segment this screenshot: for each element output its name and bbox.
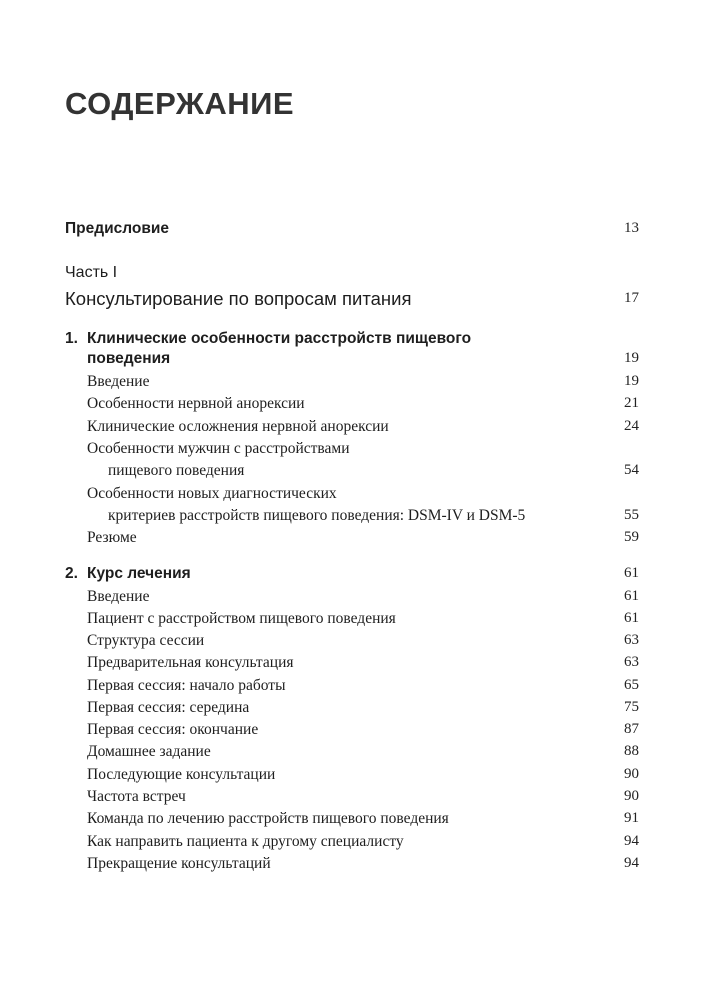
toc-page-number: 19 — [624, 373, 639, 389]
part-label-row — [0, 264, 703, 286]
toc-entry-label: Структура сессии — [87, 632, 205, 649]
toc-page-number: 13 — [624, 220, 639, 236]
toc-entry-label-cont: пищевого поведения — [108, 462, 245, 479]
toc-entry-label: Особенности нервной анорексии — [87, 395, 305, 412]
toc-entry-label: Особенности новых диагностических — [87, 485, 337, 502]
toc-page-number: 61 — [624, 588, 639, 604]
toc-entry-label: Частота встреч — [87, 788, 186, 805]
toc-entry[interactable] — [0, 855, 703, 877]
toc-entry-label: Резюме — [87, 529, 137, 546]
toc-entry-label: Введение — [87, 373, 150, 390]
toc-entry-cont[interactable] — [0, 462, 703, 484]
toc-page-number: 61 — [624, 610, 639, 626]
toc-entry[interactable] — [0, 632, 703, 654]
toc-entry[interactable] — [0, 654, 703, 676]
toc-page-number: 75 — [624, 699, 639, 715]
toc-page-number: 63 — [624, 632, 639, 648]
toc-entry-label: Предварительная консультация — [87, 654, 294, 671]
toc-entry-label: Как направить пациента к другому специалисту — [87, 833, 404, 850]
toc-page-number: 94 — [624, 855, 639, 871]
toc-page-number: 87 — [624, 721, 639, 737]
toc-entry-label: Команда по лечению расстройств пищевого поведения — [87, 810, 449, 827]
chapter-number: 1. — [65, 330, 78, 347]
toc-entry[interactable] — [0, 485, 703, 507]
toc-page-number: 61 — [624, 565, 639, 581]
toc-page-number: 54 — [624, 462, 639, 478]
toc-entry[interactable] — [0, 721, 703, 743]
toc-page-number: 91 — [624, 810, 639, 826]
toc-page-number: 63 — [624, 654, 639, 670]
toc-page-number: 65 — [624, 677, 639, 693]
toc-page-number: 24 — [624, 418, 639, 434]
toc-entry-label: Домашнее задание — [87, 743, 211, 760]
toc-page-number: 21 — [624, 395, 639, 411]
toc-entry-label: Первая сессия: середина — [87, 699, 250, 716]
toc-entry-part[interactable] — [0, 288, 703, 310]
toc-entry[interactable] — [0, 588, 703, 610]
toc-entry-label: Последующие консультации — [87, 766, 276, 783]
toc-entry[interactable] — [0, 677, 703, 699]
toc-entry-label: Первая сессия: начало работы — [87, 677, 286, 694]
chapter-title-cont: поведения — [87, 350, 171, 367]
toc-entry-label: Клинические осложнения нервной анорексии — [87, 418, 389, 435]
toc-page-number: 59 — [624, 529, 639, 545]
toc-entry[interactable] — [0, 699, 703, 721]
toc-page-number: 94 — [624, 833, 639, 849]
toc-page-number: 55 — [624, 507, 639, 523]
toc-entry-label: Прекращение консультаций — [87, 855, 271, 872]
toc-entry[interactable] — [0, 529, 703, 551]
toc-entry[interactable] — [0, 810, 703, 832]
chapter-1-heading-cont[interactable] — [0, 350, 703, 372]
toc-entry-cont[interactable] — [0, 507, 703, 529]
toc-entry[interactable] — [0, 418, 703, 440]
toc-entry-label: Особенности мужчин с расстройствами — [87, 440, 350, 457]
toc-entry[interactable] — [0, 833, 703, 855]
toc-page-number: 90 — [624, 788, 639, 804]
toc-entry[interactable] — [0, 610, 703, 632]
toc-entry-label: Введение — [87, 588, 150, 605]
chapter-1-heading[interactable] — [0, 330, 703, 352]
toc-page-number: 90 — [624, 766, 639, 782]
toc-entry-label-cont: критериев расстройств пищевого поведения: DSM-IV и DSM-5 — [108, 507, 526, 524]
toc-entry-label: Предисловие — [65, 220, 170, 237]
toc-entry[interactable] — [0, 440, 703, 462]
chapter-title: Курс лечения — [87, 565, 191, 582]
toc-entry[interactable] — [0, 766, 703, 788]
toc-entry-label: Пациент с расстройством пищевого поведения — [87, 610, 396, 627]
toc-page-number: 19 — [624, 350, 639, 366]
part-title: Консультирование по вопросам питания — [65, 288, 412, 309]
toc-entry[interactable] — [0, 395, 703, 417]
chapter-number: 2. — [65, 565, 78, 582]
chapter-title: Клинические особенности расстройств пищевого — [87, 330, 472, 347]
page-title: СОДЕРЖАНИЕ — [65, 86, 295, 121]
chapter-2-heading[interactable] — [0, 565, 703, 587]
toc-entry-preface[interactable] — [0, 220, 703, 242]
toc-entry[interactable] — [0, 788, 703, 810]
toc-page-number: 17 — [624, 290, 639, 306]
part-label: Часть I — [65, 264, 118, 281]
toc-page-number: 88 — [624, 743, 639, 759]
toc-entry[interactable] — [0, 373, 703, 395]
toc-entry[interactable] — [0, 743, 703, 765]
toc-entry-label: Первая сессия: окончание — [87, 721, 259, 738]
